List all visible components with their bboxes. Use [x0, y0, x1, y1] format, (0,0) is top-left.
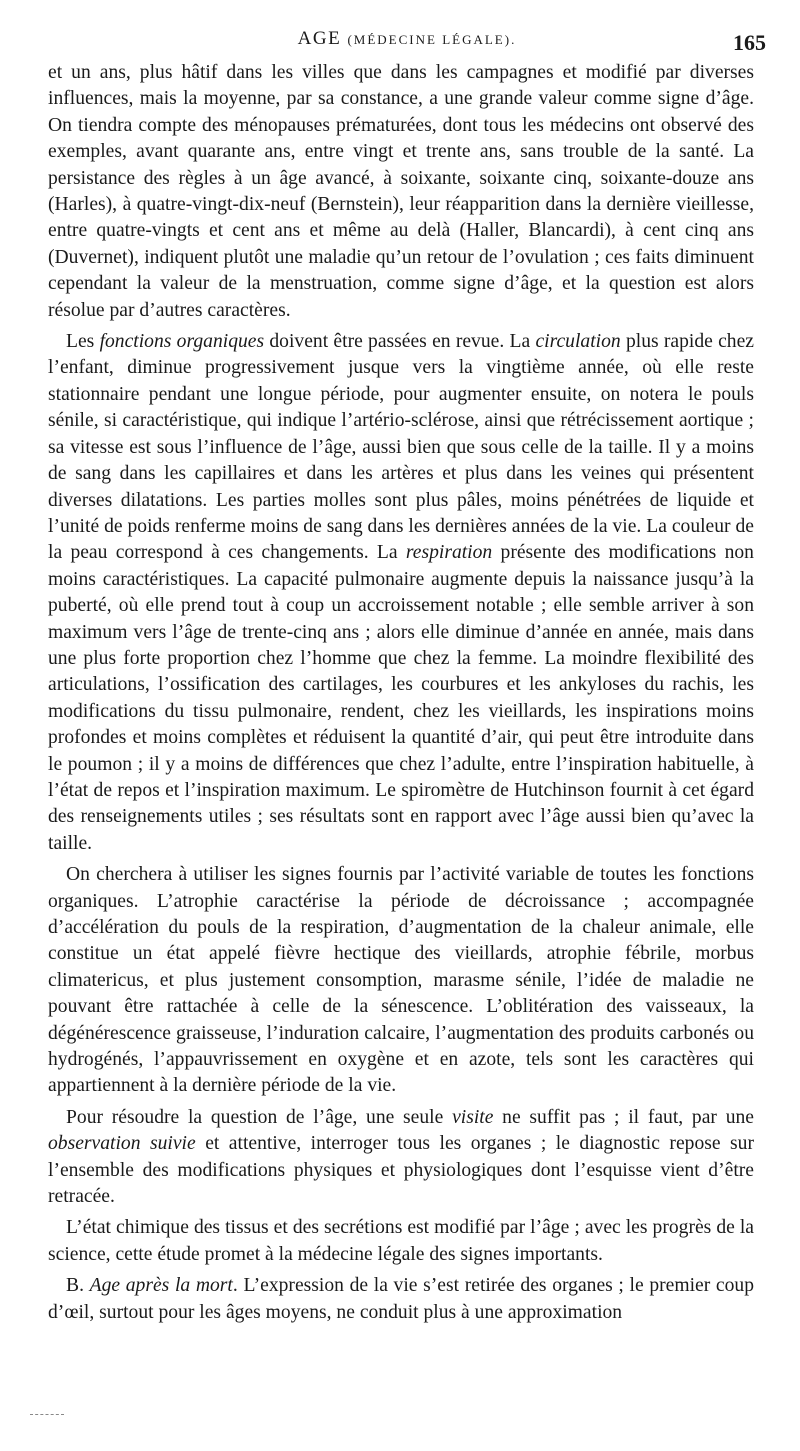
text-run: On cherchera à utiliser les signes fournis par l’activité variable de toutes les fonctions organiques. L’atrophie caractérise la période de décroissance ; accompagnée d’accélération du pouls de la respiration, d’augmentation de la chaleur animale, elle constitue un état appelé fièvre hectique des vieillards, atrophie fébrile, morbus climatericus, et plus justement consomption, marasme sénile, l’idée de maladie ne pouvant être rattachée à celle de la sénescence. L’oblitération des vaisseaux, la dégénérescence graisseuse, l’induration calcaire, l’augmentation des produits carbonés ou hydrogénés, l’appauvrissement en oxygène et en azote, tels sont les caractères qui appartiennent à la dernière période de la vie. — [48, 864, 754, 1097]
running-title-main: AGE — [297, 28, 342, 49]
italic-run: respiration — [405, 542, 493, 564]
text-run: et attentive, interroger tous les organes ; le diagnostic repose sur l’ensemble des modifications physiques et physiologiques dont l’esquisse vient d’être retracée. — [48, 1133, 754, 1208]
text-run: présente des modifications non moins caractéristiques. La capacité pulmonaire augmente depuis la naissance jusqu’à la puberté, où elle prend tout à coup un accroissement notable ; elle semble arriver à son maximum vers l’âge de trente-cinq ans ; alors elle diminue d’année en année, mais dans une plus forte proportion chez l’homme que chez la femme. La moindre flexibilité des articulations, l’ossification des cartilages, les courbures et les ankyloses du rachis, les modifications du tissu pulmonaire, rendent, chez les vieillards, les inspirations moins profondes et moins complètes et réduisent la quantité d’air, qui peut être introduite dans le poumon ; il y a moins de différences que chez l’adulte, entre l’inspiration habituelle, à l’état de repos et l’inspiration maximum. Le spiromètre de Hutchinson fournit à cet égard des renseignements utiles ; ses résultats sont en rapport avec l’âge aussi bien qu’avec la taille. — [48, 542, 754, 854]
text-run: Pour résoudre la question de l’âge, une seule — [66, 1106, 453, 1128]
text-run: plus rapide chez l’enfant, diminue progressivement jusque vers la vingtième année, où elle reste stationnaire pendant une longue période, pour augmenter ensuite, on notera le pouls sénile, si caractéristique, qui indique l’artério-sclérose, ainsi que rétrécissement aortique ; sa vitesse est sous l’influence de l’âge, aussi bien que sous celle de la taille. Il y a moins de sang dans les capillaires et dans les artères et plus dans les veines qui présentent diverses dilatations. Les parties molles sont plus pâles, moins pénétrées de liquide et l’unité de poids renferme moins de sang dans les dernières années de la vie. La couleur de la peau correspond à ces changements. La — [48, 331, 754, 564]
text-run: B. — [66, 1275, 90, 1297]
text-run: doivent être passées en revue. La — [264, 331, 536, 353]
paragraph — [48, 60, 754, 324]
text-run: Les — [66, 331, 100, 353]
body-text — [48, 60, 754, 1331]
italic-run: observation suivie — [48, 1133, 196, 1155]
running-title-subtitle: (MÉDECINE LÉGALE). — [347, 32, 517, 47]
running-title — [48, 28, 766, 50]
italic-run: Age après la mort — [89, 1275, 233, 1297]
italic-run: visite — [452, 1106, 494, 1128]
text-run: ne suffit pas ; il faut, par une — [493, 1106, 754, 1128]
paragraph — [48, 1105, 754, 1211]
paragraph — [48, 862, 754, 1100]
footer-mark — [30, 1414, 64, 1415]
page-number: 165 — [733, 30, 766, 55]
paragraph — [48, 329, 754, 857]
paragraph — [48, 1215, 754, 1268]
text-run: . L’expression de la vie s’est retirée des organes ; le premier coup d’œil, surtout pour les âges moyens, ne conduit plus à une approximation — [48, 1275, 755, 1323]
italic-run: fonctions organiques — [99, 331, 265, 353]
paragraph — [48, 1273, 754, 1326]
running-head — [48, 28, 766, 56]
text-run: L’état chimique des tissus et des secrétions est modifié par l’âge ; avec les progrès de la science, cette étude promet à la médecine légale des signes importants. — [48, 1217, 754, 1265]
italic-run: circulation — [535, 331, 621, 353]
text-run: et un ans, plus hâtif dans les villes que dans les campagnes et modifié par diverses influences, mais la moyenne, par sa constance, a une grande valeur comme signe d’âge. On tiendra compte des ménopauses prématurées, dont tous les médecins ont observé des exemples, avant quarante ans, entre vingt et trente ans, sans trouble de la santé. La persistance des règles à un âge avancé, à soixante, soixante cinq, soixante-douze ans (Harles), à quatre-vingt-dix-neuf (Bernstein), leur réapparition dans la dernière vieillesse, entre quatre-vingts et cent ans et même au delà (Haller, Blancardi), à cent cinq ans (Duvernet), indiquent plutôt une maladie qu’un retour de l’ovulation ; ces faits diminuent cependant la valeur de la menstruation, comme signe d’âge, et la question est alors résolue par d’autres caractères. — [48, 62, 754, 321]
